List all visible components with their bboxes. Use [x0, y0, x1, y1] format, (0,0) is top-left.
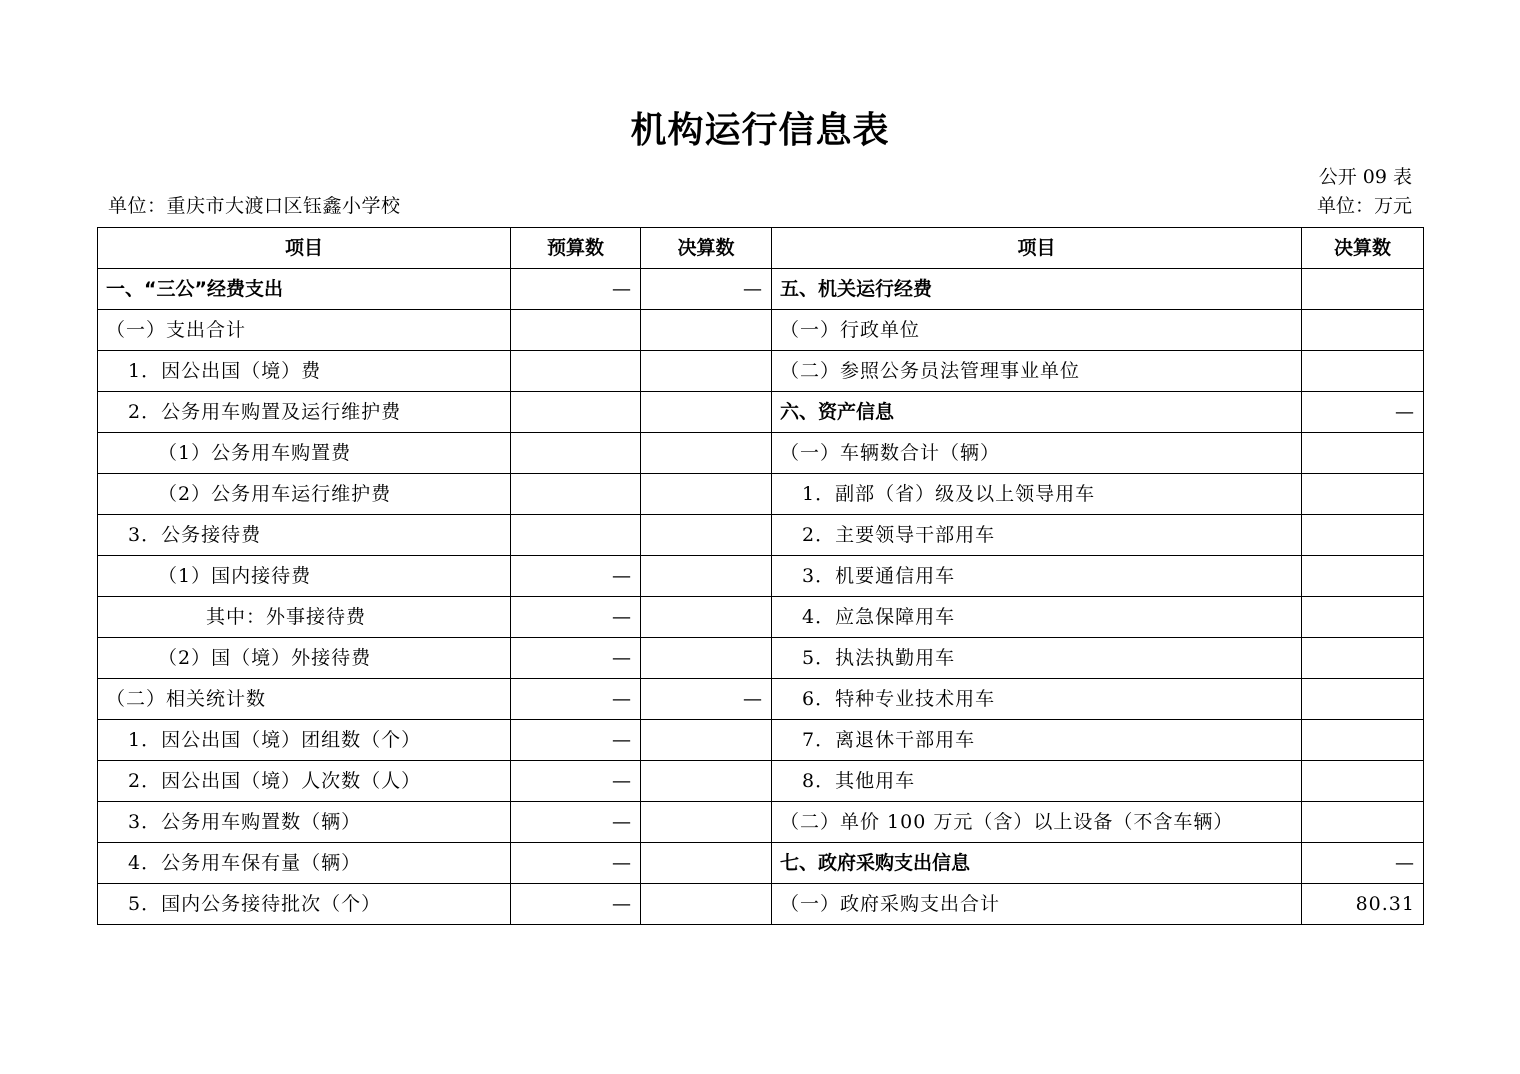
left-budget-value: [511, 351, 641, 392]
table-row: [98, 269, 1424, 310]
left-budget-value: [511, 474, 641, 515]
left-final-value: —: [641, 269, 772, 310]
right-item-label: （一）政府采购支出合计: [772, 884, 1302, 925]
left-budget-value: [511, 392, 641, 433]
right-item-label: （一）行政单位: [772, 310, 1302, 351]
right-item-label: 五、机关运行经费: [772, 269, 1302, 310]
right-item-label: 1．副部（省）级及以上领导用车: [772, 474, 1302, 515]
left-final-value: [641, 515, 772, 556]
right-item-label: 6．特种专业技术用车: [772, 679, 1302, 720]
left-budget-value: —: [511, 638, 641, 679]
left-final-value: [641, 884, 772, 925]
left-final-value: [641, 720, 772, 761]
left-budget-value: —: [511, 802, 641, 843]
right-final-value: [1302, 351, 1424, 392]
left-item-label: （2）国（境）外接待费: [98, 638, 511, 679]
right-final-value: [1302, 556, 1424, 597]
right-final-value: [1302, 310, 1424, 351]
right-item-label: 六、资产信息: [772, 392, 1302, 433]
right-item-label: 3．机要通信用车: [772, 556, 1302, 597]
table-row: [98, 392, 1424, 433]
left-budget-value: —: [511, 556, 641, 597]
right-final-value: [1302, 597, 1424, 638]
info-table: [97, 227, 1424, 925]
right-item-label: 7．离退休干部用车: [772, 720, 1302, 761]
table-row: [98, 474, 1424, 515]
table-row: [98, 556, 1424, 597]
left-item-label: （1）公务用车购置费: [98, 433, 511, 474]
table-row: [98, 679, 1424, 720]
left-final-value: [641, 351, 772, 392]
left-budget-value: —: [511, 269, 641, 310]
left-final-value: [641, 392, 772, 433]
left-item-label: 2．因公出国（境）人次数（人）: [98, 761, 511, 802]
table-row: [98, 351, 1424, 392]
table-row: [98, 802, 1424, 843]
left-item-label: 1．因公出国（境）团组数（个）: [98, 720, 511, 761]
left-budget-value: —: [511, 597, 641, 638]
left-item-label: （1）国内接待费: [98, 556, 511, 597]
left-item-label: （2）公务用车运行维护费: [98, 474, 511, 515]
right-item-label: （一）车辆数合计（辆）: [772, 433, 1302, 474]
right-final-value: [1302, 638, 1424, 679]
left-budget-value: —: [511, 761, 641, 802]
left-final-value: [641, 638, 772, 679]
right-final-value: [1302, 761, 1424, 802]
right-final-value: 80.31: [1302, 884, 1424, 925]
left-item-label: 一、“三公”经费支出: [98, 269, 511, 310]
table-header-row: [98, 228, 1424, 269]
table-row: [98, 597, 1424, 638]
left-budget-value: —: [511, 884, 641, 925]
table-row: [98, 515, 1424, 556]
left-final-value: [641, 556, 772, 597]
left-budget-value: —: [511, 720, 641, 761]
right-item-label: （二）参照公务员法管理事业单位: [772, 351, 1302, 392]
left-item-label: 5．国内公务接待批次（个）: [98, 884, 511, 925]
left-budget-value: —: [511, 843, 641, 884]
left-budget-value: [511, 515, 641, 556]
currency-unit: 单位：万元: [1316, 195, 1412, 217]
left-final-value: [641, 310, 772, 351]
header-item-right: 项目: [772, 228, 1302, 269]
right-final-value: [1302, 515, 1424, 556]
right-final-value: —: [1302, 843, 1424, 884]
table-row: [98, 884, 1424, 925]
right-item-label: 5．执法执勤用车: [772, 638, 1302, 679]
header-item-left: 项目: [98, 228, 511, 269]
right-item-label: 2．主要领导干部用车: [772, 515, 1302, 556]
left-final-value: —: [641, 679, 772, 720]
right-final-value: [1302, 474, 1424, 515]
left-final-value: [641, 843, 772, 884]
right-item-label: 4．应急保障用车: [772, 597, 1302, 638]
right-item-label: 七、政府采购支出信息: [772, 843, 1302, 884]
left-item-label: 1．因公出国（境）费: [98, 351, 511, 392]
left-final-value: [641, 597, 772, 638]
right-final-value: [1302, 802, 1424, 843]
right-final-value: [1302, 679, 1424, 720]
reporting-unit: 单位：重庆市大渡口区钰鑫小学校: [108, 195, 401, 217]
table-row: [98, 843, 1424, 884]
right-item-label: 8．其他用车: [772, 761, 1302, 802]
table-row: [98, 638, 1424, 679]
left-item-label: 2．公务用车购置及运行维护费: [98, 392, 511, 433]
header-final-right: 决算数: [1302, 228, 1424, 269]
left-item-label: 其中：外事接待费: [98, 597, 511, 638]
left-budget-value: [511, 433, 641, 474]
right-final-value: [1302, 433, 1424, 474]
right-final-value: —: [1302, 392, 1424, 433]
table-row: [98, 310, 1424, 351]
right-final-value: [1302, 720, 1424, 761]
left-item-label: 4．公务用车保有量（辆）: [98, 843, 511, 884]
left-item-label: （一）支出合计: [98, 310, 511, 351]
form-number: 公开 09 表: [1318, 166, 1412, 188]
left-final-value: [641, 433, 772, 474]
left-budget-value: —: [511, 679, 641, 720]
left-final-value: [641, 761, 772, 802]
table-row: [98, 720, 1424, 761]
left-final-value: [641, 474, 772, 515]
left-item-label: 3．公务接待费: [98, 515, 511, 556]
left-item-label: （二）相关统计数: [98, 679, 511, 720]
header-budget: 预算数: [511, 228, 641, 269]
header-final: 决算数: [641, 228, 772, 269]
table-row: [98, 761, 1424, 802]
left-final-value: [641, 802, 772, 843]
table-row: [98, 433, 1424, 474]
right-final-value: [1302, 269, 1424, 310]
right-item-label: （二）单价 100 万元（含）以上设备（不含车辆）: [772, 802, 1302, 843]
left-item-label: 3．公务用车购置数（辆）: [98, 802, 511, 843]
page-title: 机构运行信息表: [630, 110, 890, 151]
left-budget-value: [511, 310, 641, 351]
